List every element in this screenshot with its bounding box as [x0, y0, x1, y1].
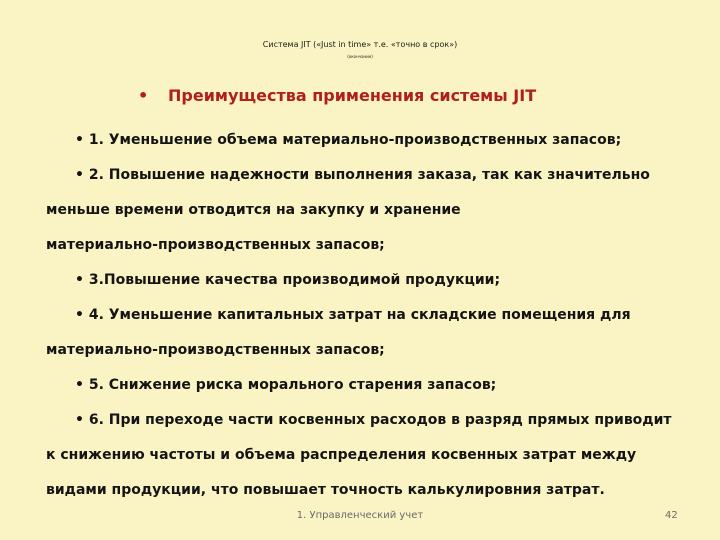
list-item-continuation: материально-производственных запасов;: [46, 342, 385, 358]
list-item-continuation: материально-производственных запасов;: [46, 237, 385, 253]
list-item: • 5. Снижение риска морального старения запасов;: [75, 377, 497, 393]
list-item: • 6. При переходе части косвенных расходов в разряд прямых приводит: [75, 412, 672, 428]
list-item: • 2. Повышение надежности выполнения заказа, так как значительно: [75, 167, 650, 183]
list-item: • 1. Уменьшение объема материально-производственных запасов;: [75, 132, 622, 148]
slide-title: Система JIT («Just in time» т.е. «точно в срок»): [262, 40, 458, 49]
slide-footer: 1. Управленческий учет: [296, 510, 424, 521]
list-item: • 3.Повышение качества производимой продукции;: [75, 272, 501, 288]
section-heading: [138, 86, 536, 105]
list-item: • 4. Уменьшение капитальных затрат на складские помещения для: [75, 307, 631, 323]
list-item-continuation: к снижению частоты и объема распределения косвенных затрат между: [46, 447, 637, 463]
list-item-continuation: меньше времени отводится на закупку и хранение: [46, 202, 461, 218]
slide-subtitle: (окончание): [347, 54, 373, 59]
page-number: 42: [665, 510, 678, 521]
advantages-list: [46, 123, 686, 508]
heading-bullet: •: [138, 86, 149, 105]
heading-text: Преимущества применения системы JIT: [168, 86, 537, 105]
list-item-continuation: видами продукции, что повышает точность калькулировния затрат.: [46, 482, 605, 498]
